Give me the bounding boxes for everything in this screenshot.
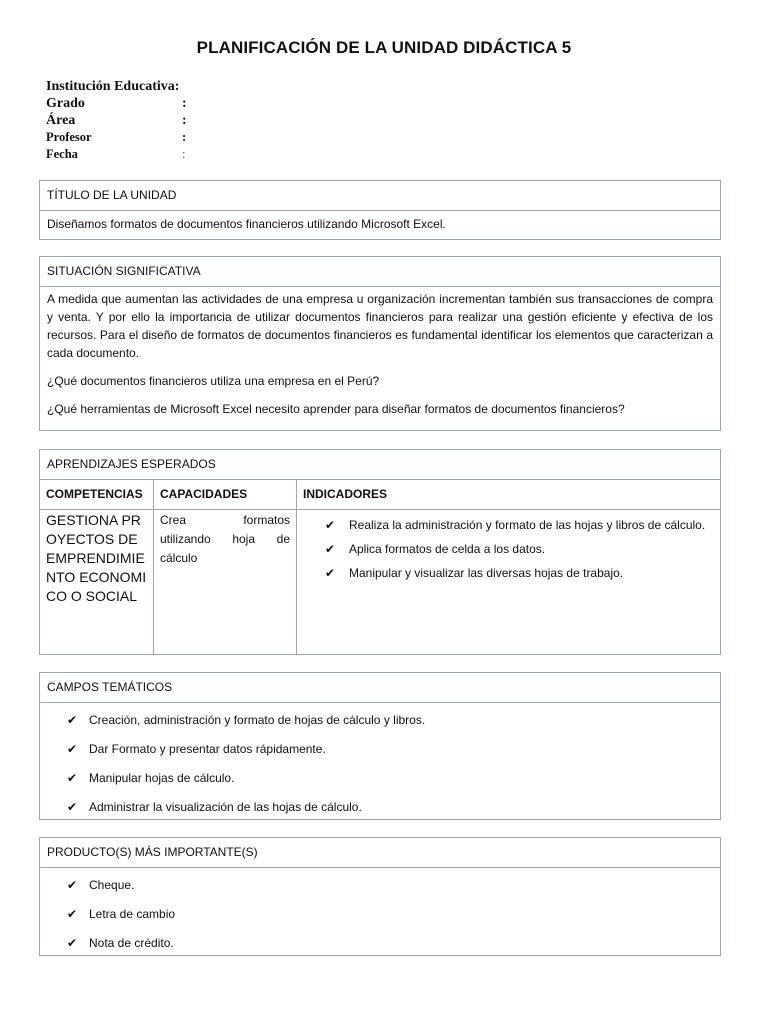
info-label: Área bbox=[46, 113, 76, 128]
campos-list bbox=[45, 711, 713, 816]
info-colon: : bbox=[182, 96, 187, 111]
table-header-row bbox=[40, 480, 720, 509]
campos-body bbox=[40, 703, 720, 833]
info-label: Fecha bbox=[46, 147, 78, 161]
info-colon: : bbox=[182, 147, 186, 161]
list-item: ✔ Aplica formatos de celda a los datos. bbox=[325, 541, 546, 556]
capacidad-cell: Crea formatos utilizando hoja de cálculo bbox=[154, 509, 297, 655]
list-item: ✔ Nota de crédito. bbox=[67, 936, 174, 950]
campos-section bbox=[39, 672, 721, 820]
check-icon: ✔ bbox=[325, 517, 336, 532]
table-row bbox=[40, 509, 720, 655]
info-row-fecha bbox=[46, 146, 192, 163]
productos-body bbox=[40, 868, 720, 969]
situacion-section bbox=[39, 256, 721, 431]
check-icon: ✔ bbox=[325, 565, 336, 580]
section-heading: PRODUCTO(S) MÁS IMPORTANTE(S) bbox=[40, 838, 720, 868]
info-row-profesor bbox=[46, 129, 192, 146]
info-colon: : bbox=[182, 113, 187, 128]
section-heading: CAMPOS TEMÁTICOS bbox=[40, 673, 720, 703]
list-item: ✔ Creación, administración y formato de hojas de cálculo y libros. bbox=[67, 713, 426, 727]
check-icon: ✔ bbox=[67, 907, 78, 921]
situacion-body bbox=[40, 287, 720, 434]
section-heading: TÍTULO DE LA UNIDAD bbox=[40, 181, 720, 211]
header-info bbox=[46, 78, 192, 163]
column-header: CAPACIDADES bbox=[154, 480, 297, 509]
situacion-question: ¿Qué herramientas de Microsoft Excel necesito aprender para diseñar formatos de documentos financieros? bbox=[47, 402, 625, 416]
info-label: Institución Educativa: bbox=[46, 79, 180, 94]
indicadores-list bbox=[303, 516, 714, 582]
check-icon: ✔ bbox=[67, 800, 78, 814]
list-item: ✔ Realiza la administración y formato de las hojas y libros de cálculo. bbox=[325, 517, 706, 532]
competencia-cell: GESTIONA PROYECTOS DE EMPRENDIMIENTO ECONOMICO O SOCIAL bbox=[40, 509, 154, 655]
info-row-institucion bbox=[46, 78, 192, 95]
list-item: ✔ Administrar la visualización de las hojas de cálculo. bbox=[67, 800, 362, 814]
check-icon: ✔ bbox=[67, 878, 78, 892]
column-header: INDICADORES bbox=[297, 480, 721, 509]
info-row-grado bbox=[46, 95, 192, 112]
productos-section bbox=[39, 837, 721, 956]
titulo-unidad-text: Diseñamos formatos de documentos financieros utilizando Microsoft Excel. bbox=[47, 217, 446, 231]
list-item: ✔ Letra de cambio bbox=[67, 907, 176, 921]
info-colon: : bbox=[182, 130, 187, 144]
indicadores-cell bbox=[297, 509, 721, 655]
check-icon: ✔ bbox=[67, 742, 78, 756]
aprendizajes-table bbox=[40, 480, 720, 655]
aprendizajes-section bbox=[39, 449, 721, 655]
check-icon: ✔ bbox=[67, 936, 78, 950]
section-heading: SITUACIÓN SIGNIFICATIVA bbox=[40, 257, 720, 287]
check-icon: ✔ bbox=[67, 771, 78, 785]
situacion-paragraph: A medida que aumentan las actividades de una empresa u organización incrementan también sus transacciones de compra y venta. Y por ello la importancia de utilizar documentos financieros para realizar una gestión eficiente y efectiva de los recursos. Para el diseño de formatos de documentos financieros es fundamental identificar los elementos que caracterizan a cada documento. bbox=[47, 292, 713, 360]
info-label: Profesor bbox=[46, 130, 92, 144]
column-header: COMPETENCIAS bbox=[40, 480, 154, 509]
list-item: ✔ Dar Formato y presentar datos rápidamente. bbox=[67, 742, 326, 756]
info-label: Grado bbox=[46, 96, 85, 111]
situacion-question: ¿Qué documentos financieros utiliza una empresa en el Perú? bbox=[47, 374, 380, 388]
document-title: PLANIFICACIÓN DE LA UNIDAD DIDÁCTICA 5 bbox=[196, 38, 572, 57]
section-heading: APRENDIZAJES ESPERADOS bbox=[40, 450, 720, 480]
info-row-area bbox=[46, 112, 192, 129]
list-item: ✔ Manipular y visualizar las diversas hojas de trabajo. bbox=[325, 565, 624, 580]
productos-list bbox=[45, 876, 713, 952]
list-item: ✔ Manipular hojas de cálculo. bbox=[67, 771, 235, 785]
titulo-unidad-section bbox=[39, 180, 721, 240]
check-icon: ✔ bbox=[325, 541, 336, 556]
check-icon: ✔ bbox=[67, 713, 78, 727]
list-item: ✔ Cheque. bbox=[67, 878, 135, 892]
